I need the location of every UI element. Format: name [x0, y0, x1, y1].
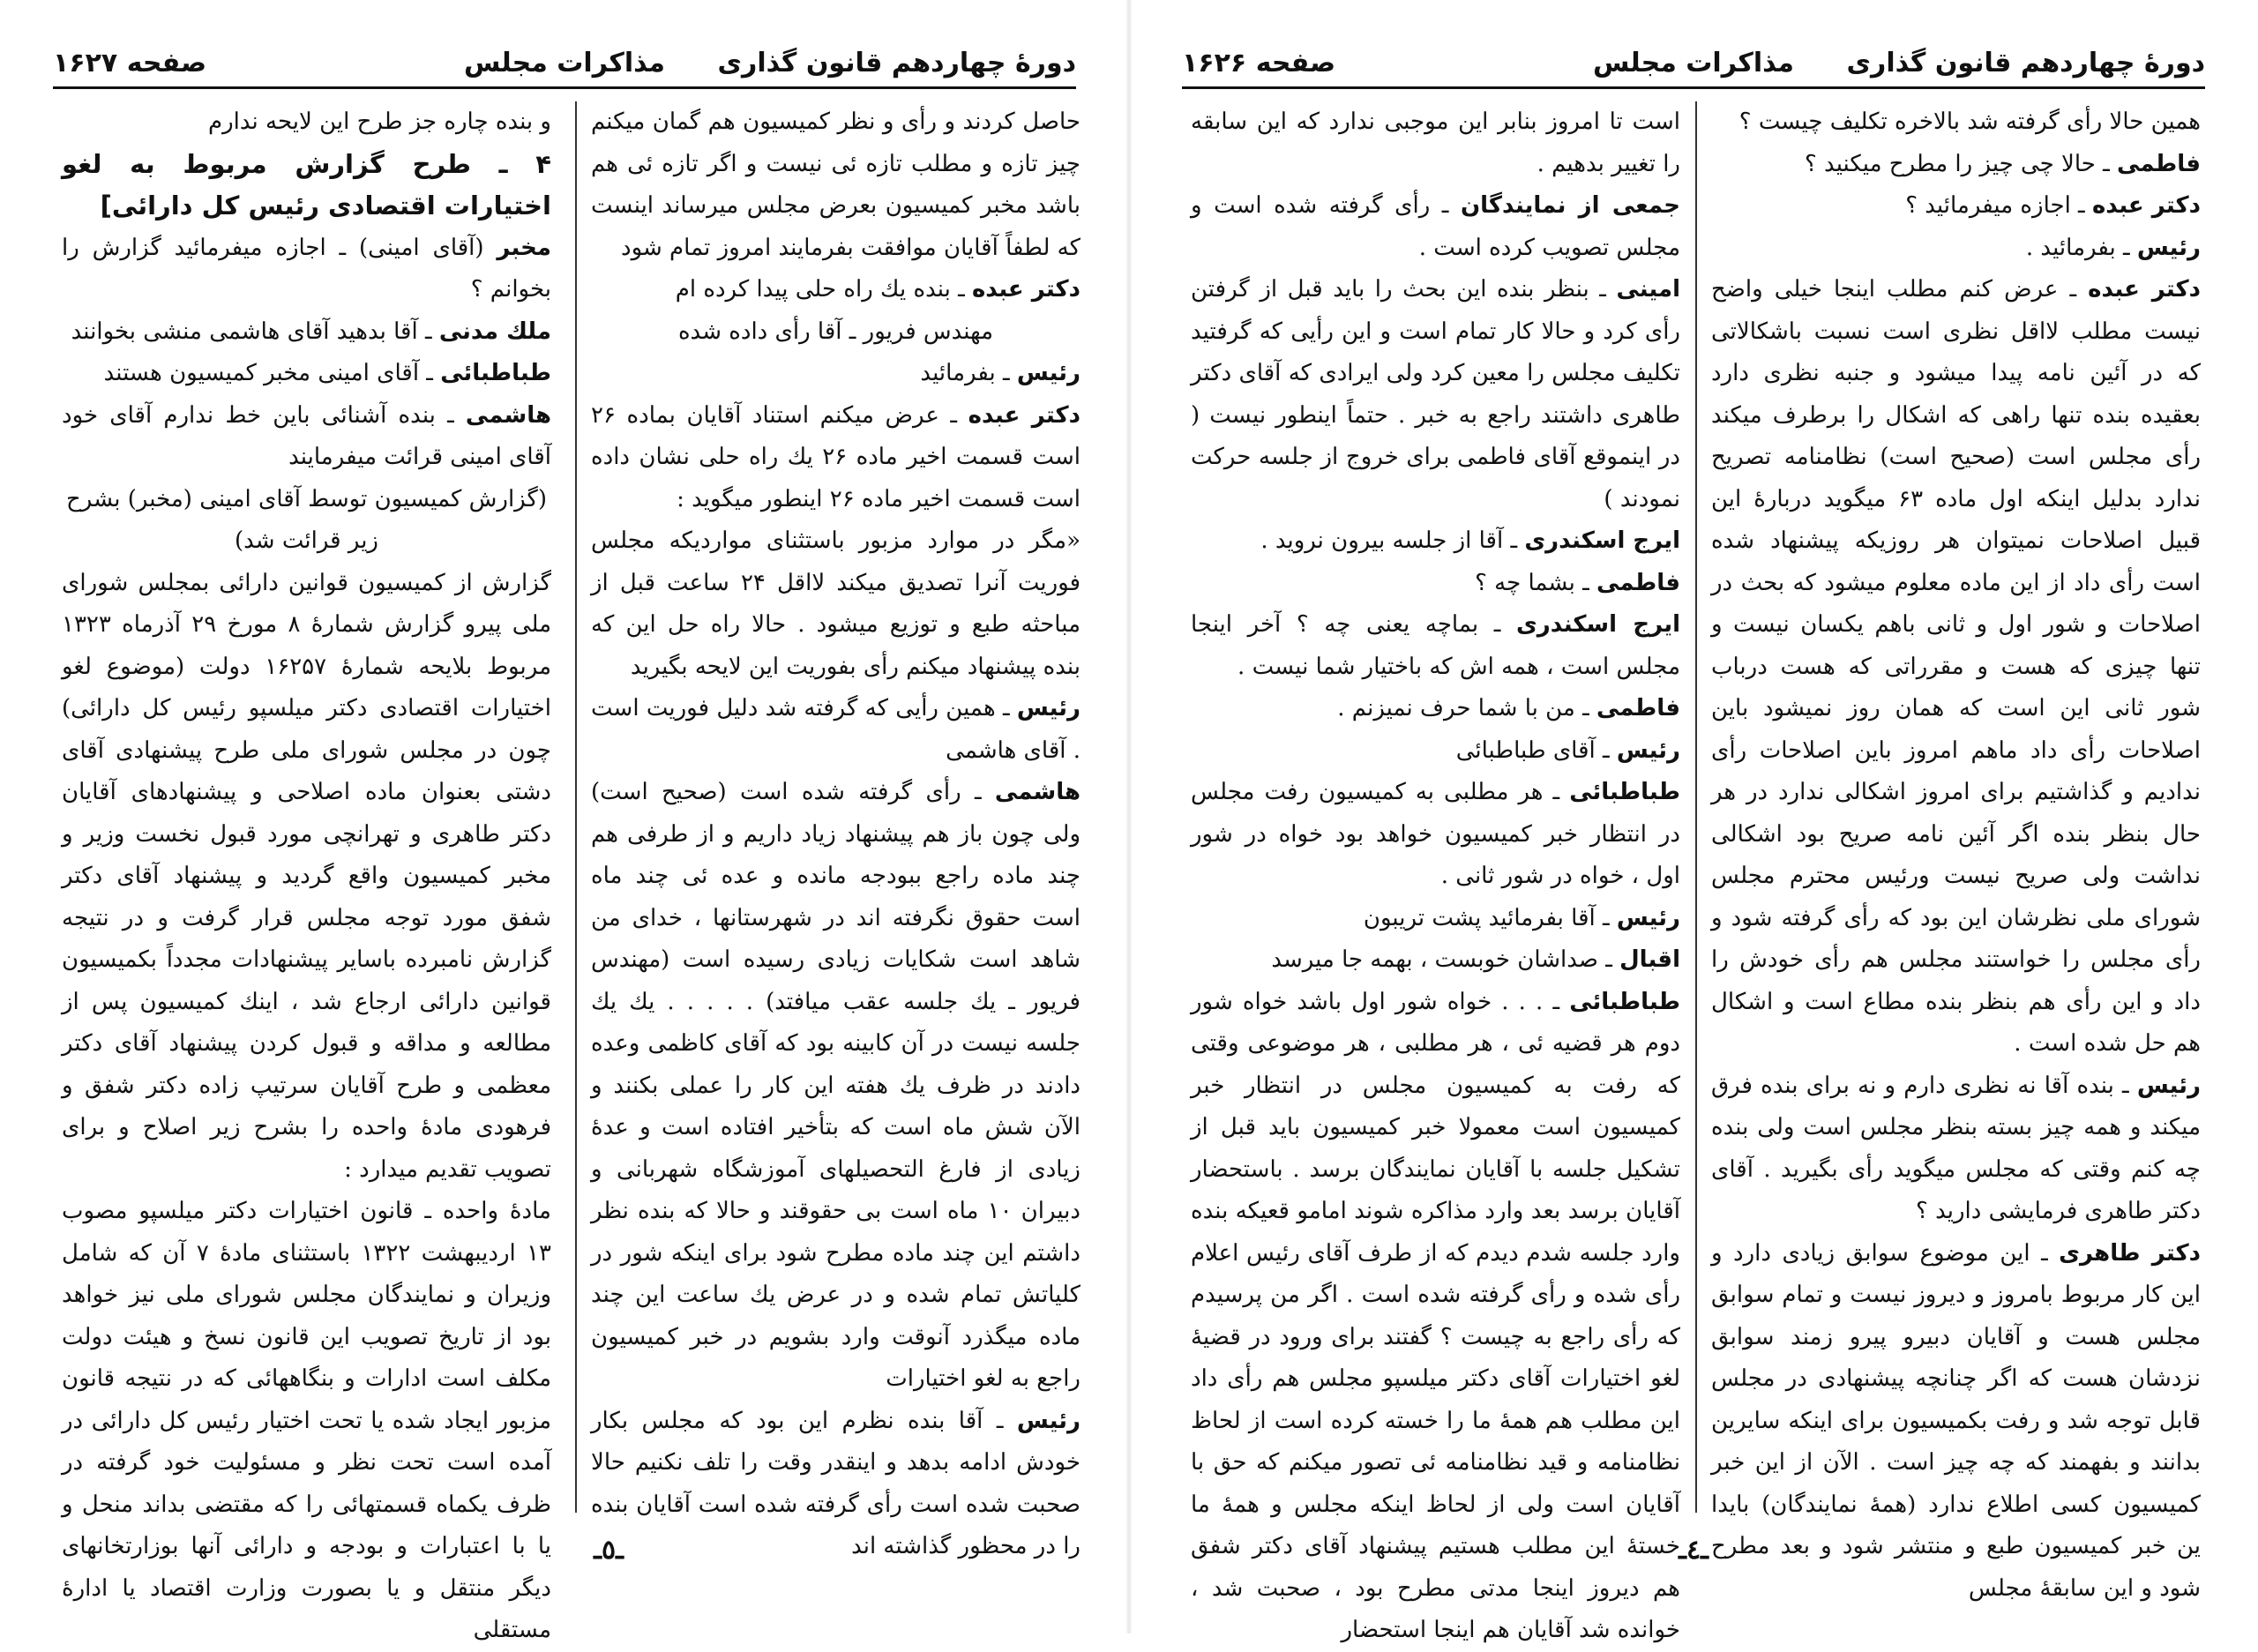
speech-text: ـ همین رأیی که گرفته شد دلیل فوریت است . آقای هاشمی: [591, 695, 1080, 764]
speech-paragraph: [62, 228, 551, 311]
column-divider: [1695, 101, 1697, 1513]
speech-paragraph: [1191, 604, 1680, 688]
speech-paragraph: [1191, 269, 1680, 520]
speaker-name: رئیس: [2136, 1072, 2201, 1099]
column-divider: [575, 101, 577, 1513]
speech-text: ـ بشما چه ؟: [1475, 569, 1596, 596]
speech-text: ـ رأی گرفته شده است (صحیح است) ولی چون باز هم پیشنهاد زیاد داریم و از طرفی هم چند ماده راجع ببودجه مانده و عده ئی چند ماه است حقوق نگرفته اند در شهرستانها ، خدای من شاهد است شکایات زیادی رسیده است (مهندس فریور ـ یك جلسه عقب میافتد) . . . . . یك یك جلسه نیست در آن کابینه بود که آقای کاظمی وعده دادند در ظرف یك هفته این کار را عملی بکنند و الآن شش ماه است که بتأخیر افتاده است و عدهٔ زیادی از فارغ التحصیلهای آموزشگاه شهربانی و دبیران ۱۰ ماه است بی حقوقند و حالا که بنده نظر داشتم این چند ماده مطرح شود برای اینکه شور در کلیاتش تمام شده و در عرض یك ساعت این چند ماده میگذرد آنوقت وارد بشویم در خبر کمیسیون راجع به لغو اختیارات: [591, 779, 1080, 1392]
speech-paragraph: [62, 395, 551, 479]
speech-text: ـ من با شما حرف نمیزنم .: [1337, 695, 1596, 721]
speech-paragraph: [1191, 772, 1680, 898]
speech-text: ـ بنده آشنائی باین خط ندارم آقای خود آقای امینی قرائت میفرمایند: [62, 401, 551, 470]
header-section: مذاکرات مجلس: [1592, 48, 1795, 78]
speaker-name: رئیس: [1616, 736, 1680, 764]
speech-text: ـ صداشان خوبست ، بهمه جا میرسد: [1271, 946, 1620, 973]
page-1627: [0, 0, 1129, 1643]
text-column-right: [1711, 101, 2202, 1602]
speaker-name: جمعی از نمایندگان: [1460, 192, 1680, 219]
text-paragraph: و بنده چاره جز طرح این لایحه ندارم: [208, 108, 551, 135]
speaker-name: دکتر طاهری: [2059, 1239, 2201, 1267]
centered-line: مهندس فریور ـ آقا رأی داده شده: [677, 318, 994, 345]
speaker-name: اقبال: [1619, 946, 1680, 973]
speech-text: ـ بفرمائید: [920, 360, 1017, 386]
speaker-name: دکتر عبده: [2088, 276, 2202, 303]
speech-paragraph: [1191, 898, 1680, 940]
speaker-name: رئیس: [1616, 904, 1680, 931]
text-paragraph: است تا امروز بنابر این موجبی ندارد که این سابقه را تغییر بدهیم .: [1191, 108, 1680, 177]
text-column-left: [62, 101, 552, 1643]
speech-text: ـ رأی گرفته شده است و مجلس تصویب کرده است .: [1191, 192, 1680, 261]
speech-paragraph: [1191, 688, 1680, 730]
page-mark: ـ٥ـ: [594, 1535, 624, 1566]
speaker-name: امینی: [1616, 276, 1680, 303]
speaker-name: ملك مدنی: [438, 318, 551, 345]
centered-line: (گزارش کمیسیون توسط آقای امینی (مخبر) بشرح زیر قرائت شد): [65, 485, 548, 554]
speech-text: ـ اجازه میفرمائید ؟: [1905, 192, 2092, 219]
speech-text: ـ بنظر بنده این بحث را باید قبل از گرفتن رأی کرد و حالا کار تمام است و این رأیی که گرفتید تکلیف مجلس را معین کرد ولی ایرادی که آقای دکتر طاهری داشتند راجع به خبر . حتماً اینطور نیست ( در اینموقع آقای فاطمی برای خروج از جلسه حرکت نمودند ): [1191, 276, 1680, 512]
text-column-left: [1191, 101, 1680, 1643]
header-title: دورهٔ چهاردهم قانون گذاری: [1846, 48, 2205, 78]
speaker-name: فاطمی: [1596, 695, 1680, 721]
speech-paragraph: [1711, 144, 2201, 186]
text-paragraph: حاصل کردند و رأی و نظر کمیسیون هم گمان میکنم چیز تازه و مطلب تازه ئی نیست و اگر تازه ئی هم باشد مخبر کمیسیون بعرض مجلس میرساند اینست که لطفاً آقایان موافقت بفرمایند امروز تمام شود: [591, 108, 1080, 261]
speech-paragraph: [62, 311, 551, 354]
speech-paragraph: [1191, 939, 1680, 982]
speaker-name: فاطمی: [1596, 569, 1680, 596]
speech-text: ـ بنده آقا نه نظری دارم و نه برای بنده فرق میکند و همه چیز بسته بنظر مجلس است ولی بنده چه کنم وقتی که مجلس میگوید رأی بگیرید . آقای دکتر طاهری فرمایشی دارید ؟: [1711, 1072, 2201, 1224]
speech-text: ـ آقا بنده نظرم این بود که مجلس بکار خودش ادامه بدهد و اینقدر وقت را تلف نکنیم حالا صحبت شده است رأی گرفته شده است آقایان بنده را در محظور گذاشته اند: [591, 1407, 1080, 1559]
page-header: [53, 44, 1076, 89]
speech-text: ـ عرض کنم مطلب اینجا خیلی واضح نیست مطلب لااقل نظری است نسبت باشکالاتی که در آئین نامه پیدا میشود و جنبه نظری دارد بعقیده بنده تنها راهی که اشکال را برطرف میکند رأی مجلس است (صحیح است) نظامنامه تصریح ندارد بدلیل اینکه اول ماده ۶۳ میگوید دربارهٔ این قبیل اصلاحات نمیتوان هر روزیکه پیشنهاد شده است رأی داد از این ماده معلوم میشود که بحث در اصلاحات و شور اول و ثانی باهم یکسان نیست و تنها چیزی که هست و مقرراتی که هست درباب شور ثانی این است که همان روز نمیشود باین اصلاحات رأی داد ماهم امروز باین اصلاحات رأی ندادیم و گذاشتیم برای امروز اشکالی ندارد در هر حال بنظر بنده اگر آئین نامه صریح بود اشکالی نداشت ولی صریح نیست ورئیس محترم مجلس شورای ملی نظرشان این بود که رأی گرفته شود و رأی مجلس را خواستند مجلس هم رأی خودش را داد و این رأی هم بنظر بنده مطاع است و اشکال هم حل شده است .: [1711, 276, 2201, 1057]
header-page-number: صفحه ۱۶۲۶: [1182, 48, 1336, 78]
speech-text: ـ حالا چی چیز را مطرح میکنید ؟: [1804, 150, 2117, 177]
text-paragraph: همین حالا رأی گرفته شد بالاخره تکلیف چیست ؟: [1738, 108, 2201, 135]
speech-text: ـ عرض میکنم استناد آقایان بماده ۲۶ است قسمت اخیر ماده ۲۶ یك راه حلی نشان داده است قسمت اخیر ماده ۲۶ اینطور میگوید :: [591, 401, 1080, 512]
speaker-name: مخبر: [497, 234, 551, 261]
speech-paragraph: [1711, 1065, 2201, 1233]
speaker-name: هاشمی: [465, 401, 551, 429]
page-1626: [1129, 0, 2258, 1643]
speaker-name: دکتر عبده: [971, 276, 1080, 303]
header-section: مذاکرات مجلس: [463, 48, 666, 78]
speaker-name: رئیس: [2136, 234, 2201, 261]
speech-paragraph: [591, 353, 1080, 395]
speech-text: ـ بماچه یعنی چه ؟ آخر اینجا مجلس است ، همه اش که باختیار شما نیست .: [1191, 611, 1680, 680]
speech-text: ـ بنده یك راه حلی پیدا کرده ام: [675, 276, 972, 303]
text-paragraph: مادهٔ واحده ـ قانون اختیارات دکتر میلسپو مصوب ۱۳ اردیبهشت ۱۳۲۲ باستثنای مادهٔ ۷ آن که شامل وزیران و نمایندگان مجلس شورای ملی نیز خواهد بود از تاریخ تصویب این قانون نسخ و هیئت دولت مکلف است ادارات و بنگاههائی که در نتیجه قانون مزبور ایجاد شده یا تحت اختیار رئیس کل دارائی در آمده است تحت نظر و مسئولیت خود گرفته در ظرف یکماه قسمتهائی را که مقتضی بداند منحل و یا با اعتبارات و بودجه و دارائی آنها بوزارتخانهای دیگر منتقل و یا بصورت وزارت اقتصاد یا ادارهٔ مستقلی: [62, 1198, 551, 1643]
speaker-name: دکتر عبده: [968, 401, 1080, 429]
speaker-name: دکتر عبده: [2091, 192, 2201, 219]
speech-paragraph: [1711, 269, 2201, 1065]
speech-text: (آقای امینی) ـ اجازه میفرمائید گزارش را بخوانم ؟: [62, 234, 551, 303]
speech-text: ـ آقا بدهید آقای هاشمی منشی بخوانند: [71, 318, 439, 345]
speech-paragraph: [1711, 228, 2201, 270]
speech-text: ـ این موضوع سوابق زیادی دارد و این کار مربوط بامروز و دیروز نیست و تمام سوابق مجلس هست و آقایان دبیرو پیرو زمند سوابق نزدشان هست که اگر چنانچه پیشنهادی در مجلس قابل توجه شد و رفت بکمیسیون برای اینکه سایرین بدانند و بفهمند که چه چیز است . الآن از این خبر کمیسیون کسی اطلاع ندارد (همهٔ نمایندگان) بایدا ین خبر کمیسیون طبع و منتشر شود و بعد مطرح شود و این سابقهٔ مجلس: [1711, 1239, 2201, 1602]
speech-text: ـ آقا بفرمائید پشت تریبون: [1363, 904, 1617, 931]
speaker-name: هاشمی: [994, 779, 1080, 805]
speech-paragraph: [1711, 1233, 2201, 1611]
speech-paragraph: [1191, 730, 1680, 773]
speech-paragraph: [1191, 185, 1680, 269]
speech-text: ـ آقای طباطبائی: [1455, 736, 1617, 764]
speech-paragraph: [1191, 563, 1680, 605]
page-header: [1182, 44, 2205, 89]
speaker-name: ایرج اسکندری: [1515, 611, 1680, 638]
speech-paragraph: [591, 772, 1080, 1401]
speaker-name: فاطمی: [2116, 150, 2201, 177]
speaker-name: طباطبائی: [1569, 988, 1680, 1015]
speech-paragraph: [1191, 520, 1680, 563]
speaker-name: طباطبائی: [440, 360, 551, 386]
speech-paragraph: [591, 269, 1080, 311]
header-title: دورهٔ چهاردهم قانون گذاری: [717, 48, 1076, 78]
text-paragraph: «مگر در موارد مزبور باستثنای مواردیکه مجلس فوریت آنرا تصدیق میکند لااقل ۲۴ ساعت قبل از مباحثه طبع و توزیع میشود . حالا راه حل این که بنده پیشنهاد میکنم رأی بفوریت این لایحه بگیرید: [591, 527, 1080, 680]
speech-text: ـ آقا از جلسه بیرون نروید .: [1260, 527, 1525, 554]
speech-paragraph: [1711, 185, 2201, 228]
speaker-name: رئیس: [1016, 695, 1080, 721]
speech-text: ـ هر مطلبی به کمیسیون رفت مجلس در انتظار خبر کمیسیون خواهد بود خواه در شور اول ، خواه در شور ثانی .: [1191, 779, 1680, 889]
section-title: ۴ ـ طرح گزارش مربوط به لغو اختیارات اقتصادی رئیس کل دارائی]: [62, 148, 551, 221]
speech-paragraph: [591, 395, 1080, 521]
speech-text: ـ بفرمائید .: [2025, 234, 2137, 261]
page-mark: ـ٤ـ: [1679, 1535, 1708, 1566]
speaker-name: رئیس: [1016, 1407, 1080, 1434]
speaker-name: ایرج اسکندری: [1524, 527, 1680, 554]
speaker-name: رئیس: [1016, 360, 1080, 386]
speech-text: ـ . . . خواه شور اول باشد خواه شور دوم هر قضیه ئی ، هر مطلبی ، هر موضوعی وقتی که رفت به کمیسیون مجلس در انتظار خبر کمیسیون است معمولا خبر کمیسیون باید قبل از تشکیل جلسه با آقایان نمایندگان برسد . باستحضار آقایان برسد بعد وارد مذاکره شوند امامو قعیکه بنده وارد جلسه شدم دیدم که از طرف آقای رئیس اعلام رأی شده و رأی گرفته شده است . اگر من پرسیدم که رأی راجع به چیست ؟ گفتند برای ورود در قضیهٔ لغو اختیارات آقای دکتر میلسپو مجلس هم رأی داد این مطلب هم همهٔ ما را خسته کرده است از لحاظ نظامنامه و قید نظامنامه ئی تصور میکنم که حق با آقایان است ولی از لحاظ اینکه مجلس و همهٔ ما خستهٔ این مطلب هستیم پیشنهاد آقای دکتر شفق هم دیروز اینجا مدتی مطرح بود ، صحبت شد ، خوانده شد آقایان هم اینجا استحضار: [1191, 988, 1680, 1643]
speech-text: ـ آقای امینی مخبر کمیسیون هستند: [103, 360, 441, 386]
header-page-number: صفحه ۱۶۲۷: [53, 48, 207, 78]
speech-paragraph: [62, 353, 551, 395]
speech-paragraph: [591, 688, 1080, 772]
speaker-name: طباطبائی: [1569, 779, 1680, 805]
text-paragraph: گزارش از کمیسیون قوانین دارائی بمجلس شورای ملی پیرو گزارش شمارهٔ ۸ مورخ ۲۹ آذرماه ۱۳۲۳ مربوط بلایحه شمارهٔ ۱۶۲۵۷ دولت (موضوع لغو اختیارات اقتصادی دکتر میلسپو رئیس کل دارائی) چون در مجلس شورای ملی طرح پیشنهادی آقای دشتی بعنوان ماده اصلاحی و پیشنهادهای آقایان دکتر طاهری و تهرانچی مورد قبول نخست وزیر و مخبر کمیسیون واقع گردید و پیشنهاد آقای دکتر شفق مورد توجه مجلس قرار گرفت و در نتیجه گزارش نامبرده باسایر پیشنهادات مجدداً بکمیسیون قوانین دارائی ارجاع شد ، اینك کمیسیون پس از مطالعه و مداقه و قبول کردن پیشنهاد آقای دکتر معظمی و طرح آقایان سرتیپ زاده دکتر شفق و فرهودی مادهٔ واحده را بشرح زیر اصلاح و برای تصویب تقدیم میدارد :: [62, 569, 552, 1183]
